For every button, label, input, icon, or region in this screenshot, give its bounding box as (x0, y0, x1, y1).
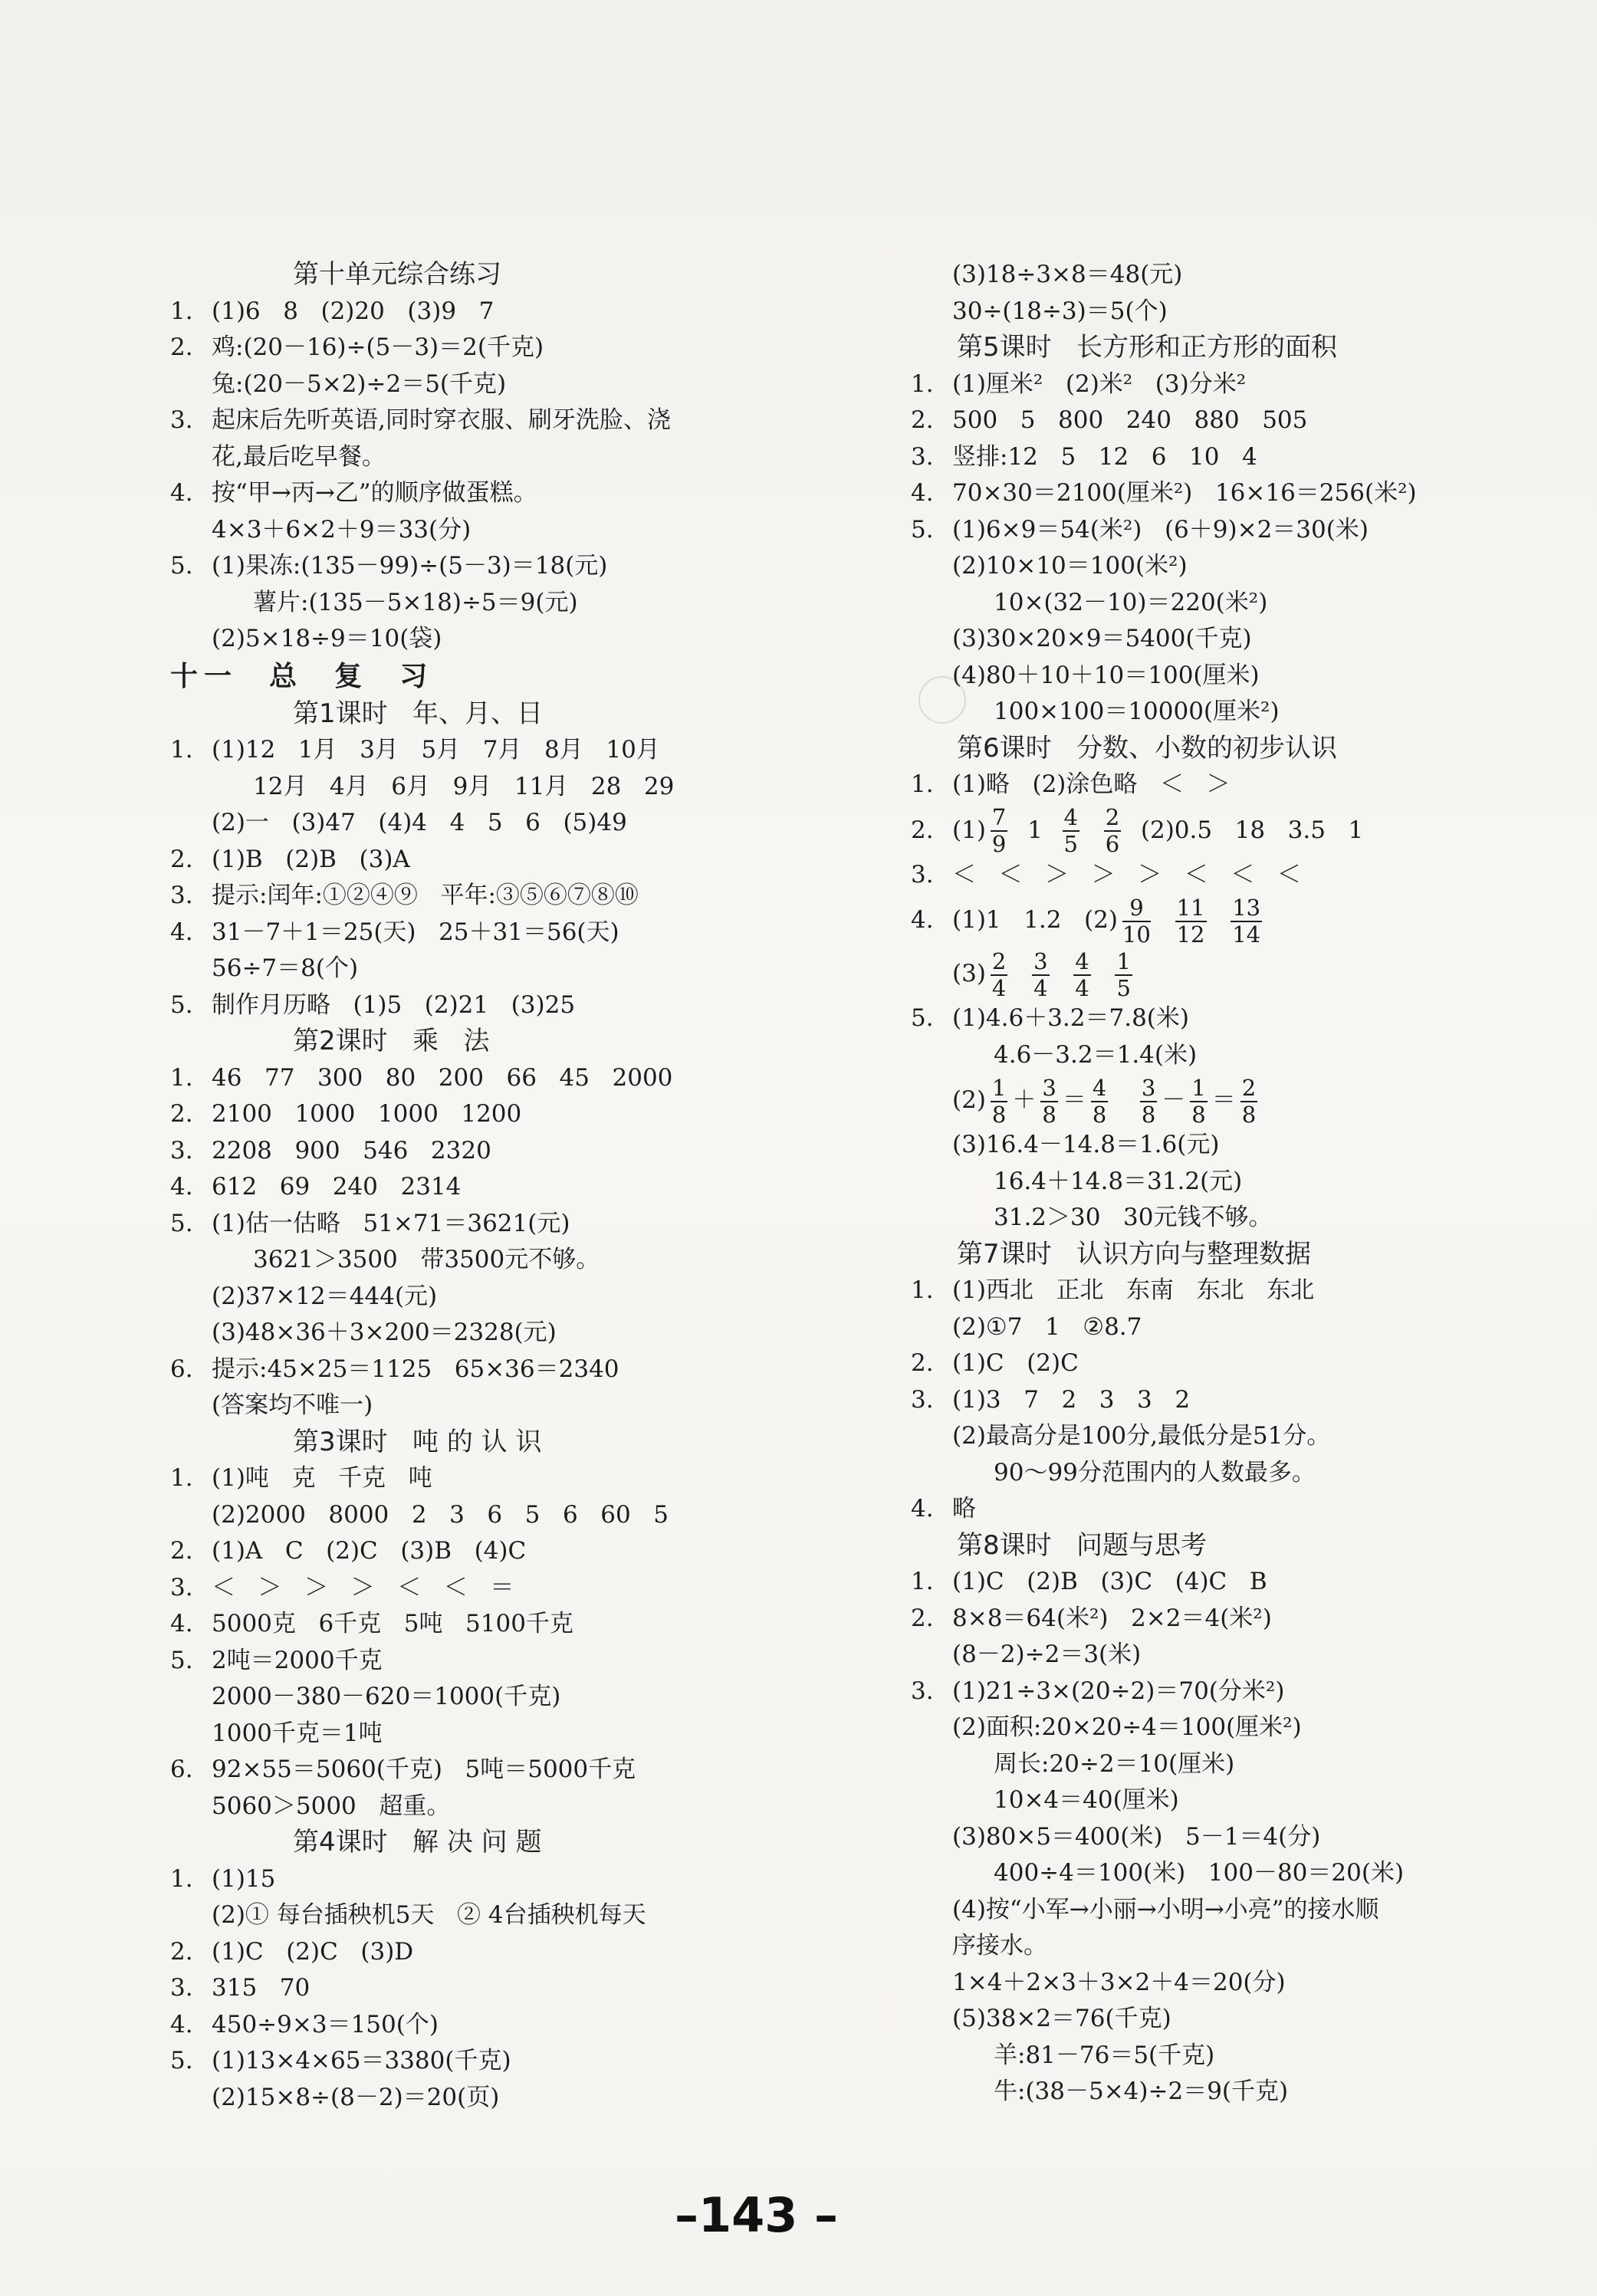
answer-line: 31.2＞30 30元钱不够。 (994, 1204, 1273, 1231)
answer-line: (4)按“小军→小丽→小明→小亮”的接水顺 (952, 1895, 1379, 1923)
answer-line: 1. (1)略 (2)涂色略 ＜ ＞ (911, 767, 1570, 803)
item-number: 4. (170, 2010, 193, 2038)
fraction: $\frac{13}{14}$ (1232, 894, 1261, 948)
item-number: 3. (170, 1136, 193, 1164)
answer-line: 周长:20÷2＝10(厘米) (994, 1749, 1235, 1778)
fraction: $\frac{2}{8}$ (1241, 1074, 1257, 1128)
answer-line: 2. 8×8＝64(米²) 2×2＝4(米²) (911, 1601, 1570, 1637)
item-number: 1. (170, 1464, 193, 1492)
answer-line: 56÷7＝8(个) (212, 954, 359, 982)
left-column (170, 257, 799, 2116)
answer-line: (答案均不唯一) (212, 1391, 373, 1419)
item-number: 3. (170, 882, 193, 909)
fraction: $\frac{9}{10}$ (1122, 894, 1151, 948)
item-number: 3. (911, 860, 934, 889)
answer-line: 序接水。 (952, 1932, 1047, 1959)
answer-line: 1000千克＝1吨 (212, 1719, 383, 1747)
right-column (911, 257, 1570, 2110)
fraction-answer-line: 4. (1)1 1.2 (2) $\frac{9}{10}$ $\frac{11}{12}$ $\frac{13}{14}$ (911, 894, 1261, 948)
answer-line: 3. 竖排:12 5 12 6 10 4 (911, 439, 1570, 476)
answer-line: 4. 略 (911, 1491, 1570, 1528)
answer-line: 3. 提示:闰年:①②④⑨ 平年:③⑤⑥⑦⑧⑩ (170, 878, 799, 915)
answer-line: 1. (1)厘米² (2)米² (3)分米² (911, 366, 1570, 403)
item-number: 6. (170, 1355, 193, 1383)
fraction: $\frac{3}{8}$ (1042, 1074, 1056, 1128)
answer-line: 4. 按“甲→丙→乙”的顺序做蛋糕。 (170, 475, 799, 512)
item-number: 3. (170, 1974, 193, 2002)
fraction: $\frac{4}{4}$ (1075, 948, 1089, 1001)
answer-line: 5. 制作月历略 (1)5 (2)21 (3)25 (170, 987, 799, 1024)
answer-line: (3)48×36＋3×200＝2328(元) (212, 1319, 557, 1346)
item-number: 2. (170, 1937, 193, 1966)
answer-line: 5. (1)6×9＝54(米²) (6＋9)×2＝30(米) (911, 512, 1570, 549)
answer-line: 90～99分范围内的人数最多。 (994, 1458, 1316, 1486)
answer-line: (3)30×20×9＝5400(千克) (952, 625, 1252, 652)
fraction: $\frac{3}{4}$ (1033, 948, 1048, 1001)
answer-line: (2)2000 8000 2 3 6 5 6 60 5 (212, 1500, 669, 1529)
answer-line: 3. (1)21÷3×(20÷2)＝70(分米²) (911, 1674, 1570, 1710)
answer-line: 6. 提示:45×25＝1125 65×36＝2340 (170, 1352, 799, 1388)
fraction: $\frac{4}{8}$ (1092, 1074, 1107, 1128)
item-number: 2. (170, 1537, 193, 1565)
answer-line: 2. (1)A C (2)C (3)B (4)C (170, 1533, 799, 1570)
answer-line: 兔:(20－5×2)÷2＝5(千克) (212, 370, 507, 398)
item-number: 4. (170, 918, 193, 946)
answer-line: 薯片:(135－5×18)÷5＝9(元) (253, 588, 578, 616)
answer-line: 6. 92×55＝5060(千克) 5吨＝5000千克 (170, 1752, 799, 1789)
answer-line: 4×3＋6×2＋9＝33(分) (212, 515, 472, 544)
answer-line: 1. 46 77 300 80 200 66 45 2000 (170, 1060, 799, 1097)
fraction: $\frac{1}{8}$ (1191, 1074, 1206, 1128)
fraction: $\frac{1}{8}$ (991, 1074, 1007, 1128)
item-number: 2. (911, 1349, 934, 1377)
answer-line: 2. (1)C (2)C (3)D (170, 1934, 799, 1971)
answer-line: 2. (1)B (2)B (3)A (170, 842, 799, 879)
answer-line: 30÷(18÷3)＝5(个) (952, 297, 1168, 325)
answer-line: (2)① 每台插秧机5天 ② 4台插秧机每天 (212, 1901, 646, 1929)
unit-10-heading: 第十单元综合练习 (293, 259, 501, 290)
answer-line: 羊:81－76＝5(千克) (994, 2041, 1215, 2069)
item-number: 1. (911, 1568, 934, 1595)
answer-line: 1×4＋2×3＋3×2＋4＝20(分) (952, 1968, 1286, 1996)
answer-line: 3. 315 70 (170, 1970, 799, 2007)
item-number: 5. (170, 990, 193, 1019)
item-number: 4. (170, 479, 193, 507)
fraction: $\frac{11}{12}$ (1176, 894, 1205, 948)
item-number: 6. (170, 1756, 193, 1783)
answer-line: 5. (1)果冻:(135－99)÷(5－3)＝18(元) (170, 548, 799, 585)
lesson-heading: 第8课时 问题与思考 (957, 1529, 1208, 1561)
answer-line: (2)一 (3)47 (4)4 4 5 6 (5)49 (212, 809, 627, 836)
lesson-heading: 第3课时 吨 的 认 识 (293, 1426, 542, 1457)
answer-line: (3)18÷3×8＝48(元) (952, 261, 1183, 288)
item-number: 4. (170, 1610, 193, 1637)
answer-line: (3)80×5＝400(米) 5－1＝4(分) (952, 1822, 1321, 1851)
answer-line: 5. (1)4.6＋3.2＝7.8(米) (911, 1000, 1570, 1037)
answer-line: 5. 2吨＝2000千克 (170, 1643, 799, 1680)
fraction-answer-line: (2) $\frac{1}{8}$ ＋ $\frac{3}{8}$ ＝ $\frac{4}{8}$ $\frac{3}{8}$ － $\frac{1}{8}$ ＝ $\frac{2}{8}$ (952, 1074, 1257, 1128)
answer-line: (5)38×2＝76(千克) (952, 2005, 1171, 2032)
answer-line: 2. (1)C (2)C (911, 1345, 1570, 1382)
item-number: 3. (170, 1573, 193, 1601)
item-number: 1. (170, 297, 193, 325)
item-number: 2. (911, 406, 934, 434)
lesson-heading: 第7课时 认识方向与整理数据 (957, 1238, 1312, 1270)
answer-line: 100×100＝10000(厘米²) (994, 698, 1280, 725)
faint-stamp-mark (918, 676, 966, 724)
answer-line: 1. (1)15 (170, 1861, 799, 1898)
answer-line: 3. (1)3 7 2 3 3 2 (911, 1382, 1570, 1419)
answer-line: (4)80＋10＋10＝100(厘米) (952, 661, 1260, 689)
item-number: 1. (911, 370, 934, 398)
answer-line: 4. 612 69 240 2314 (170, 1169, 799, 1206)
section-title: 十一 总 复 习 (170, 660, 434, 692)
answer-line: 3. ＜ ＜ ＞ ＞ ＞ ＜ ＜ ＜ (911, 857, 1570, 894)
item-number: 5. (170, 1646, 193, 1674)
answer-line: 4. 70×30＝2100(厘米²) 16×16＝256(米²) (911, 475, 1570, 512)
answer-line: 牛:(38－5×4)÷2＝9(千克) (994, 2078, 1289, 2105)
lesson-heading: 第2课时 乘 法 (293, 1026, 490, 1056)
answer-line: 4. 31－7＋1＝25(天) 25＋31＝56(天) (170, 915, 799, 951)
answer-line: 400÷4＝100(米) 100－80＝20(米) (994, 1859, 1405, 1887)
fraction: $\frac{4}{5}$ (1063, 804, 1078, 857)
answer-line: 1. (1)西北 正北 东南 东北 东北 (911, 1273, 1570, 1309)
fraction: $\frac{1}{5}$ (1116, 948, 1131, 1001)
answer-line: 2. 500 5 800 240 880 505 (911, 402, 1570, 439)
item-number: 5. (170, 1209, 193, 1237)
answer-line: 花,最后吃早餐。 (212, 442, 386, 471)
fraction-answer-line: (3) $\frac{2}{4}$ $\frac{3}{4}$ $\frac{4}{4}$ $\frac{1}{5}$ (952, 948, 1131, 1001)
lesson-heading: 第5课时 长方形和正方形的面积 (957, 332, 1338, 363)
answer-line: 2. 2100 1000 1000 1200 (170, 1096, 799, 1133)
answer-line: (3)16.4－14.8＝1.6(元) (952, 1131, 1220, 1158)
item-number: 4. (911, 1495, 934, 1522)
item-number: 4. (911, 906, 934, 934)
answer-line: 1. (1)6 8 (2)20 (3)9 7 (170, 294, 799, 330)
answer-line: (2)37×12＝444(元) (212, 1282, 438, 1310)
item-number: 3. (911, 1385, 934, 1414)
item-number: 1. (170, 736, 193, 764)
fraction: $\frac{7}{9}$ (991, 804, 1007, 857)
item-number: 5. (911, 515, 934, 544)
answer-line: 16.4＋14.8＝31.2(元) (994, 1167, 1243, 1195)
answer-line: 1. (1)C (2)B (3)C (4)C B (911, 1564, 1570, 1601)
answer-line: 1. (1)12 1月 3月 5月 7月 8月 10月 (170, 732, 799, 769)
item-number: 2. (170, 845, 193, 873)
item-number: 2. (170, 333, 193, 361)
answer-line: (2)最高分是100分,最低分是51分。 (952, 1422, 1331, 1450)
item-number: 1. (911, 770, 934, 798)
answer-line: 2000－380－620＝1000(千克) (212, 1683, 561, 1710)
item-number: 4. (911, 479, 934, 507)
answer-line: 12月 4月 6月 9月 11月 28 29 (253, 772, 675, 800)
lesson-heading: 第4课时 解 决 问 题 (293, 1827, 542, 1857)
item-number: 2. (911, 816, 934, 844)
page-number: –143 – (675, 2187, 839, 2243)
answer-line: 5. (1)估一估略 51×71＝3621(元) (170, 1206, 799, 1243)
answer-line: 4.6－3.2＝1.4(米) (994, 1040, 1198, 1069)
fraction: $\frac{2}{4}$ (991, 948, 1007, 1001)
fraction: $\frac{3}{8}$ (1141, 1074, 1156, 1128)
answer-line: 5060＞5000 超重。 (212, 1792, 451, 1820)
answer-line: 3. ＜ ＞ ＞ ＞ ＜ ＜ ＝ (170, 1570, 799, 1607)
answer-line: 3621＞3500 带3500元不够。 (253, 1246, 600, 1273)
item-number: 5. (170, 552, 193, 580)
item-number: 3. (911, 442, 934, 471)
item-number: 3. (170, 406, 193, 434)
item-number: 5. (170, 2047, 193, 2074)
item-number: 1. (170, 1063, 193, 1092)
item-number: 1. (911, 1276, 934, 1304)
item-number: 5. (911, 1004, 934, 1032)
answer-line: 2. 鸡:(20－16)÷(5－3)＝2(千克) (170, 330, 799, 366)
answer-line: 3. 起床后先听英语,同时穿衣服、刷牙洗脸、浇 (170, 402, 799, 439)
fraction: $\frac{2}{6}$ (1105, 804, 1120, 857)
item-number: 2. (170, 1100, 193, 1128)
answer-line: 4. 450÷9×3＝150(个) (170, 2007, 799, 2044)
answer-line: (2)5×18÷9＝10(袋) (212, 625, 442, 652)
item-number: 1. (170, 1864, 193, 1893)
answer-line: 10×(32－10)＝220(米²) (994, 588, 1268, 616)
answer-line: 4. 5000克 6千克 5吨 5100千克 (170, 1606, 799, 1643)
answer-line: (2)①7 1 ②8.7 (952, 1312, 1142, 1341)
fraction-answer-line: 2. (1) $\frac{7}{9}$ 1 $\frac{4}{5}$ $\frac{2}{6}$ (2)0.5 18 3.5 1 (911, 804, 1364, 857)
item-number: 4. (170, 1173, 193, 1201)
lesson-heading: 第1课时 年、月、日 (293, 698, 544, 729)
answer-line: 3. 2208 900 546 2320 (170, 1133, 799, 1170)
answer-line: 10×4＝40(厘米) (994, 1786, 1179, 1814)
lesson-heading: 第6课时 分数、小数的初步认识 (957, 732, 1338, 764)
answer-line: (2)15×8÷(8－2)＝20(页) (212, 2083, 500, 2111)
item-number: 3. (911, 1677, 934, 1705)
answer-line: 5. (1)13×4×65＝3380(千克) (170, 2043, 799, 2080)
answer-line: 1. (1)吨 克 千克 吨 (170, 1460, 799, 1497)
answer-line: (2)10×10＝100(米²) (952, 552, 1188, 580)
answer-line: (8－2)÷2＝3(米) (952, 1641, 1142, 1668)
item-number: 2. (911, 1604, 934, 1632)
answer-line: (2)面积:20×20÷4＝100(厘米²) (952, 1713, 1302, 1741)
